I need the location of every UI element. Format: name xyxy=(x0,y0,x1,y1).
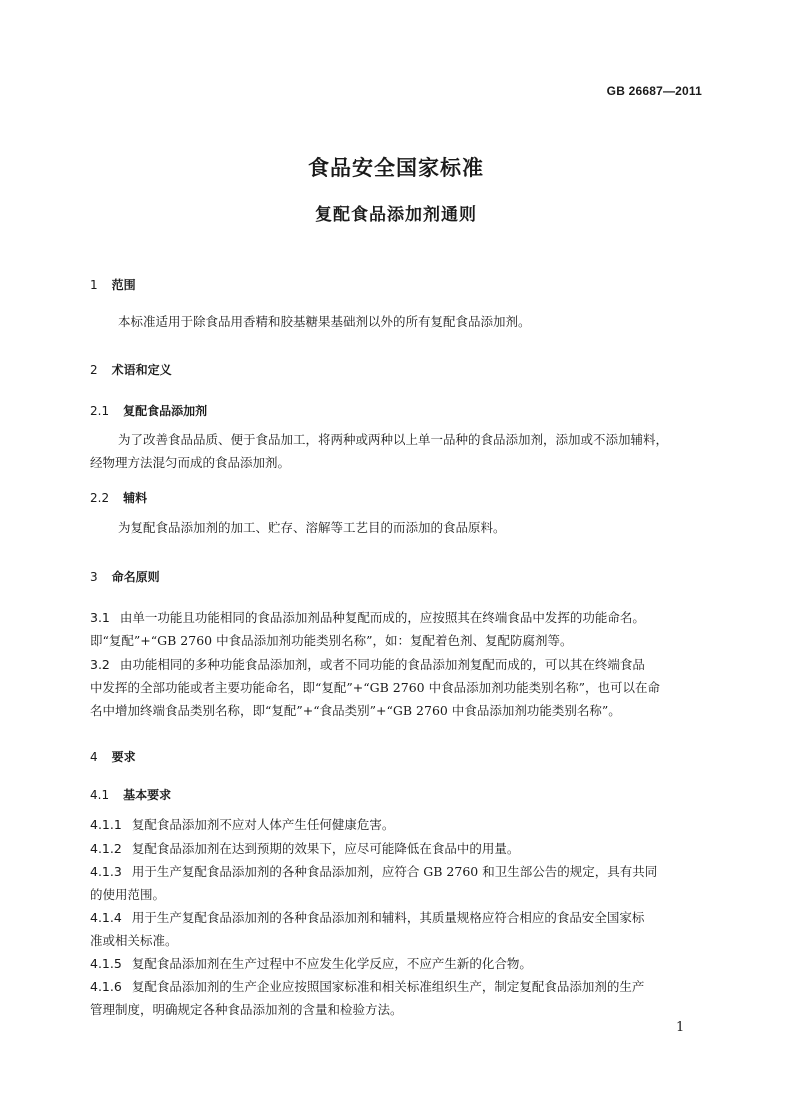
clause-text: 用于生产复配食品添加剂的各种食品添加剂和辅料，其质量规格应符合相应的食品安全国家标 xyxy=(131,910,645,925)
clause-4-1-1 xyxy=(90,814,706,836)
clause-text: 复配食品添加剂在达到预期的效果下，应尽可能降低在食品中的用量。 xyxy=(131,841,520,856)
section-1-heading xyxy=(90,276,136,293)
clause-number: 4.1.3 xyxy=(90,864,122,879)
section-2-1-line-2: 经物理方法混匀而成的食品添加剂。 xyxy=(90,455,291,470)
clause-number: 4.1.1 xyxy=(90,817,122,832)
section-2-1-line-1: 为了改善食品品质、便于食品加工，将两种或两种以上单一品种的食品添加剂，添加或不添加辅料， xyxy=(118,432,669,447)
clause-number: 3.1 xyxy=(90,610,110,625)
clause-4-1-5 xyxy=(90,953,706,975)
section-3-2-line-1 xyxy=(90,654,706,676)
section-title: 基本要求 xyxy=(123,788,172,802)
clause-text: 用于生产复配食品添加剂的各种食品添加剂，应符合 GB 2760 和卫生部公告的规定，具有共同 xyxy=(131,864,658,879)
clause-4-1-6-line-2: 管理制度，明确规定各种食品添加剂的含量和检验方法。 xyxy=(90,1002,403,1017)
section-number: 1 xyxy=(90,278,98,292)
document-title: 食品安全国家标准 xyxy=(308,156,484,180)
section-4-heading xyxy=(90,748,136,765)
section-title: 复配食品添加剂 xyxy=(123,404,208,418)
section-2-2-heading xyxy=(90,489,147,506)
clause-number: 4.1.4 xyxy=(90,910,122,925)
document-subtitle: 复配食品添加剂通则 xyxy=(315,205,477,225)
section-number: 2.2 xyxy=(90,491,110,505)
section-title: 范围 xyxy=(111,278,136,292)
section-3-heading xyxy=(90,568,160,585)
section-number: 4 xyxy=(90,750,98,764)
clause-text: 复配食品添加剂在生产过程中不应发生化学反应，不应产生新的化合物。 xyxy=(131,956,532,971)
clause-number: 4.1.6 xyxy=(90,979,122,994)
clause-number: 3.2 xyxy=(90,657,110,672)
section-2-2-paragraph: 为复配食品添加剂的加工、贮存、溶解等工艺目的而添加的食品原料。 xyxy=(118,520,506,535)
section-3-1-line-2: 即“复配”+“GB 2760 中食品添加剂功能类别名称”，如：复配着色剂、复配防腐剂等。 xyxy=(90,633,573,648)
page-number: 1 xyxy=(676,1020,685,1035)
section-2-1-heading xyxy=(90,402,207,419)
section-3-1-line-1 xyxy=(90,607,706,629)
clause-number: 4.1.5 xyxy=(90,956,122,971)
clause-text: 复配食品添加剂不应对人体产生任何健康危害。 xyxy=(131,817,395,832)
section-4-1-heading xyxy=(90,786,171,803)
clause-text: 由功能相同的多种功能食品添加剂，或者不同功能的食品添加剂复配而成的，可以其在终端食品 xyxy=(119,657,645,672)
section-2-heading xyxy=(90,361,172,378)
clause-4-1-3-line-1 xyxy=(90,861,706,883)
clause-4-1-4-line-2: 准或相关标准。 xyxy=(90,933,178,948)
section-title: 术语和定义 xyxy=(111,363,172,377)
section-1-paragraph: 本标准适用于除食品用香精和胶基糖果基础剂以外的所有复配食品添加剂。 xyxy=(118,314,531,329)
section-title: 要求 xyxy=(111,750,136,764)
clause-text: 复配食品添加剂的生产企业应按照国家标准和相关标准组织生产，制定复配食品添加剂的生产 xyxy=(131,979,645,994)
clause-4-1-2 xyxy=(90,838,706,860)
clause-4-1-6-line-1 xyxy=(90,976,706,998)
section-title: 辅料 xyxy=(123,491,148,505)
standard-code: GB 26687—2011 xyxy=(606,84,702,98)
section-number: 2.1 xyxy=(90,404,110,418)
section-3-2-line-3: 名中增加终端食品类别名称，即“复配”+“食品类别”+“GB 2760 中食品添加剂功能类别名称”。 xyxy=(90,703,621,718)
clause-number: 4.1.2 xyxy=(90,841,122,856)
clause-4-1-3-line-2: 的使用范围。 xyxy=(90,887,166,902)
clause-4-1-4-line-1 xyxy=(90,907,706,929)
section-number: 3 xyxy=(90,570,98,584)
section-number: 2 xyxy=(90,363,98,377)
section-title: 命名原则 xyxy=(111,570,160,584)
section-number: 4.1 xyxy=(90,788,110,802)
section-3-2-line-2: 中发挥的全部功能或者主要功能命名，即“复配”+“GB 2760 中食品添加剂功能类别名称”，也可以在命 xyxy=(90,680,660,695)
clause-text: 由单一功能且功能相同的食品添加剂品种复配而成的，应按照其在终端食品中发挥的功能命名。 xyxy=(119,610,645,625)
